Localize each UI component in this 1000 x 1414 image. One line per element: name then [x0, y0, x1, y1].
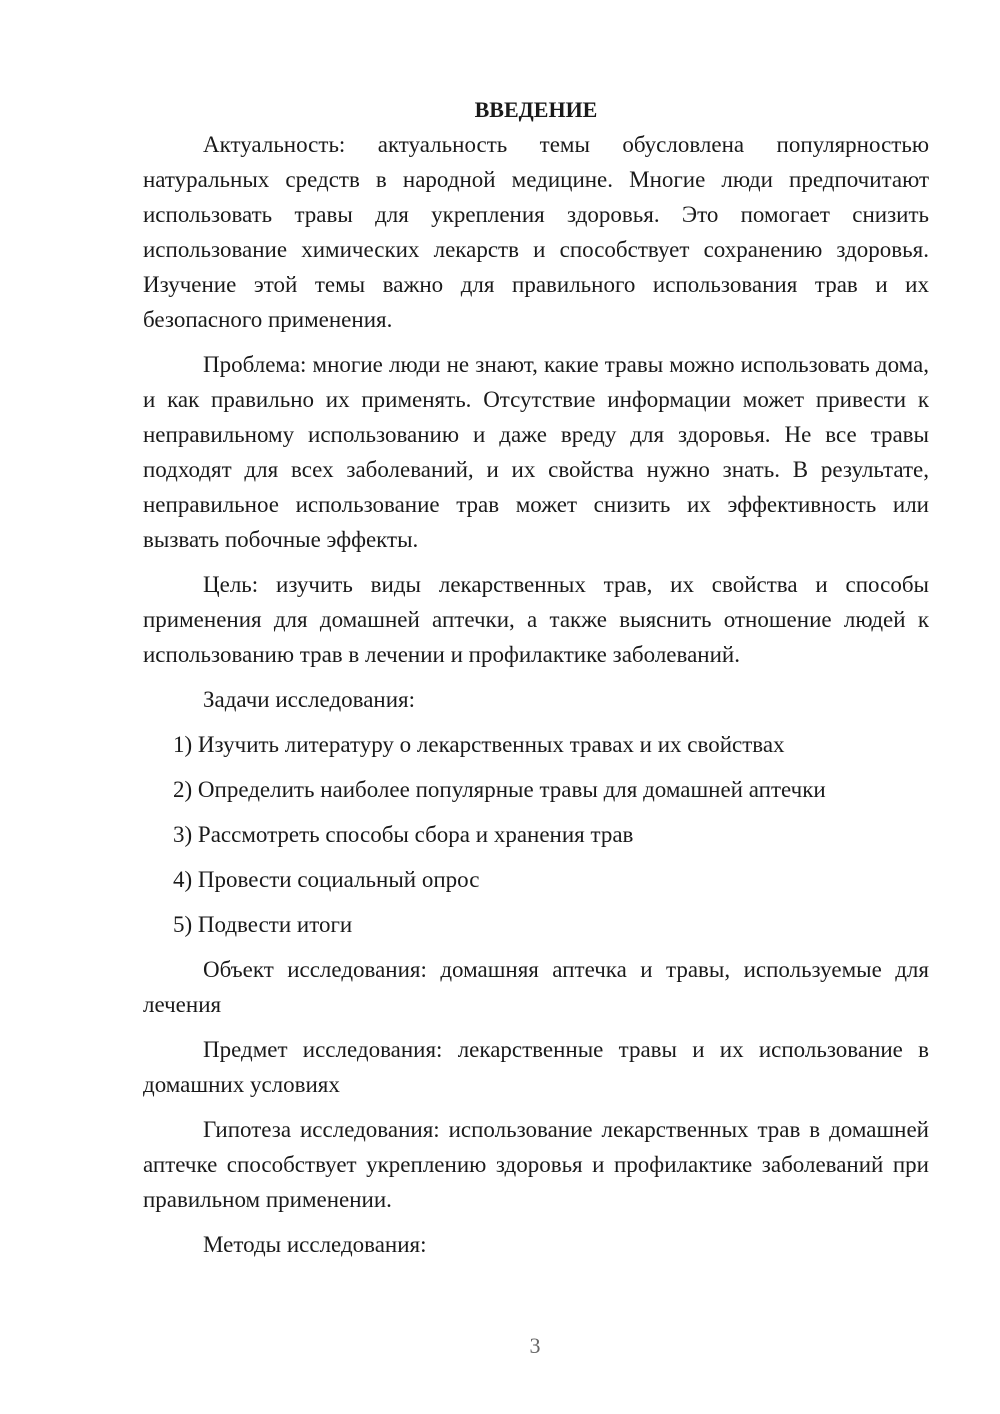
paragraph-problem: Проблема: многие люди не знают, какие травы можно использовать дома, и как правильно их применять. Отсутствие информации может привести к неправильному использованию и даже вреду для здоровья. Не все травы подходят для всех заболеваний, и их свойства нужно знать. В результате, неправильное использование трав может снизить их эффективность или вызвать побочные эффекты.	[143, 352, 929, 552]
paragraph-object: Объект исследования: домашняя аптечка и травы, используемые для лечения	[143, 957, 929, 1017]
task-item: 2) Определить наиболее популярные травы для домашней аптечки	[173, 777, 826, 802]
task-item: 5) Подвести итоги	[173, 912, 353, 937]
paragraph-subject: Предмет исследования: лекарственные травы и их использование в домашних условиях	[143, 1037, 929, 1097]
paragraph-methods: Методы исследования:	[203, 1232, 427, 1257]
document-page	[143, 92, 929, 1262]
section-title: ВВЕДЕНИЕ	[474, 97, 598, 122]
paragraph-hypothesis: Гипотеза исследования: использование лекарственных трав в домашней аптечке способствует укреплению здоровья и профилактике заболеваний при правильном применении.	[143, 1117, 929, 1212]
paragraph-relevance: Актуальность: актуальность темы обусловлена популярностью натуральных средств в народной медицине. Многие люди предпочитают использовать травы для укрепления здоровья. Это помогает снизить использование химических лекарств и способствует сохранению здоровья. Изучение этой темы важно для правильного использования трав и их безопасного применения.	[143, 132, 929, 332]
task-item: 3) Рассмотреть способы сбора и хранения трав	[173, 822, 634, 847]
task-list	[143, 727, 929, 942]
tasks-heading: Задачи исследования:	[203, 687, 416, 712]
paragraph-goal: Цель: изучить виды лекарственных трав, их свойства и способы применения для домашней аптечки, а также выяснить отношение людей к использованию трав в лечении и профилактике заболеваний.	[143, 572, 929, 667]
task-item: 1) Изучить литературу о лекарственных травах и их свойствах	[173, 732, 785, 757]
page-number: 3	[529, 1333, 541, 1358]
task-item: 4) Провести социальный опрос	[173, 867, 480, 892]
